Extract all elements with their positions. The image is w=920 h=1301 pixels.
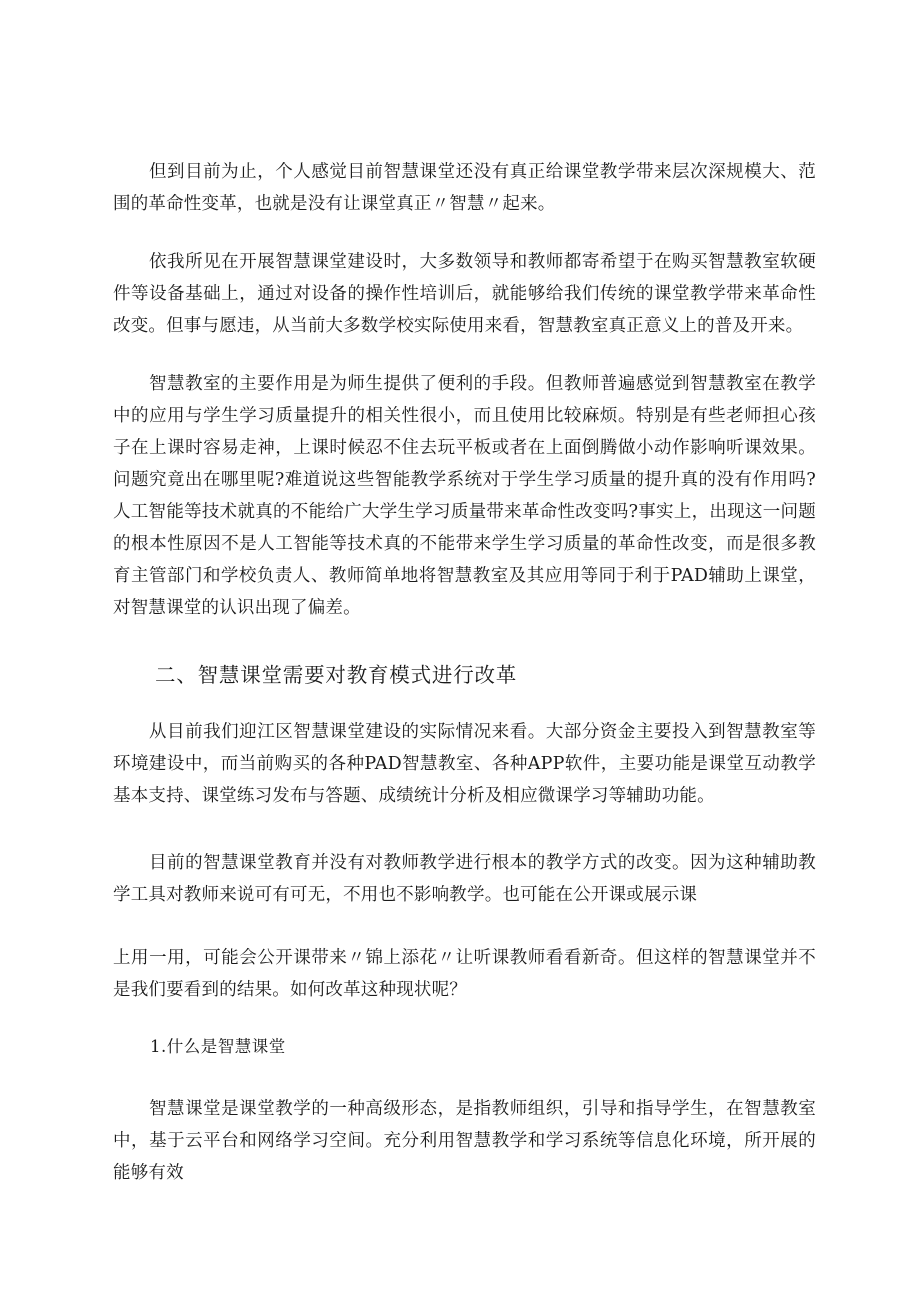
section-heading-reform: 二、智慧课堂需要对教育模式进行改革 xyxy=(155,663,518,687)
paragraph-smart-classroom-role: 智慧教室的主要作用是为师生提供了便利的手段。但教师普遍感觉到智慧教室在教学中的应用与学生学习质量提升的相关性很小，而且使用比较麻烦。特别是有些老师担心孩子在上课时容易走神，上课时候忍不住去玩平板或者在上面倒腾做小动作影响听课效果。问题究竟出在哪里呢?难道说这些智能教学系统对于学生学习质量的提升真的没有作用吗?人工智能等技术就真的不能给广大学生学习质量带来革命性改变吗?事实上，出现这一问题的根本性原因不是人工智能等技术真的不能带来学生学习质量的革命性改变，而是很多教育主管部门和学校负责人、教师简单地将智慧教室及其应用等同于利于PAD辅助上课堂，对智慧课堂的认识出现了偏差。 xyxy=(113,374,816,618)
paragraph-smart-classroom-definition: 智慧课堂是课堂教学的一种高级形态，是指教师组织，引导和指导学生，在智慧教室中，基于云平台和网络学习空间。充分利用智慧教学和学习系统等信息化环境，所开展的能够有效 xyxy=(113,1099,816,1183)
paragraph-how-to-reform: 上用一用，可能会公开课带来〃锦上添花〃让听课教师看看新奇。但这样的智慧课堂并不是我们要看到的结果。如何改革这种现状呢？ xyxy=(113,948,816,1000)
paragraph-yingjiang-status: 从目前我们迎江区智慧课堂建设的实际情况来看。大部分资金主要投入到智慧教室等环境建设中，而当前购买的各种PAD智慧教室、各种APP软件，主要功能是课堂互动教学基本支持、课堂练习发布与答题、成绩统计分析及相应微课学习等辅助功能。 xyxy=(113,722,816,806)
paragraph-expectations-vs-reality: 依我所见在开展智慧课堂建设时，大多数领导和教师都寄希望于在购买智慧教室软硬件等设备基础上，通过对设备的操作性培训后，就能够给我们传统的课堂教学带来革命性改变。但事与愿违，从当前大多数学校实际使用来看，智慧教室真正意义上的普及开来。 xyxy=(113,252,816,336)
subheading-what-is-smart-classroom: 1.什么是智慧课堂 xyxy=(150,1037,286,1056)
paragraph-teaching-unchanged: 目前的智慧课堂教育并没有对教师教学进行根本的教学方式的改变。因为这种辅助教学工具对教师来说可有可无，不用也不影响教学。也可能在公开课或展示课 xyxy=(113,853,816,905)
paragraph-smart-classroom-status: 但到目前为止，个人感觉目前智慧课堂还没有真正给课堂教学带来层次深规模大、范围的革命性变革，也就是没有让课堂真正〃智慧〃起来。 xyxy=(113,162,816,214)
